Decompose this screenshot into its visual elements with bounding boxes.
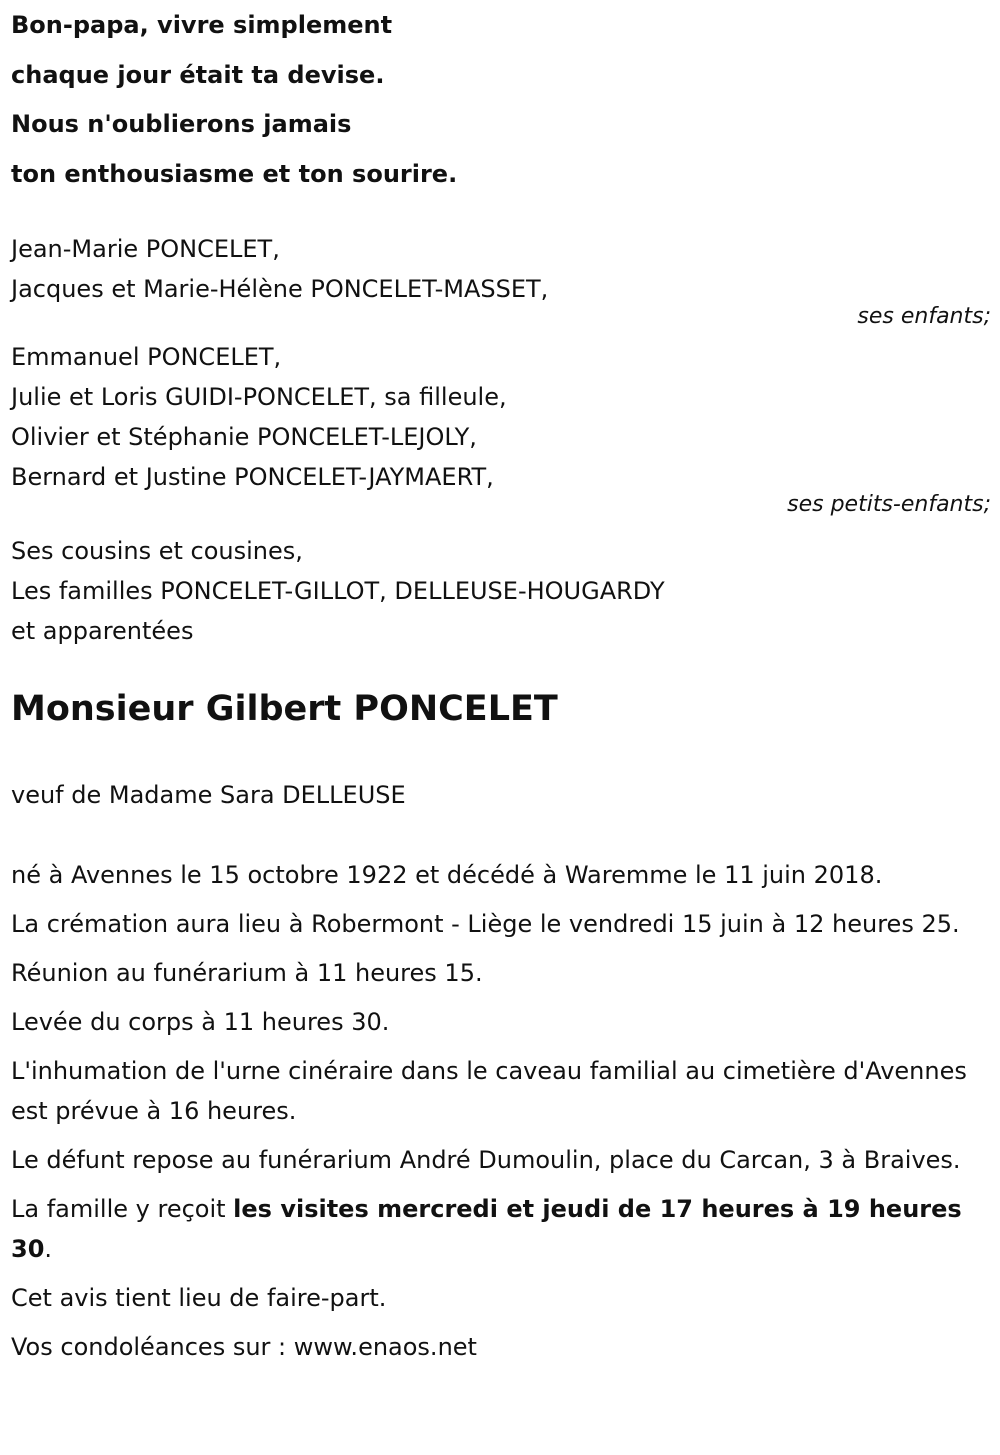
cremation-paragraph: La crémation aura lieu à Robermont - Liège le vendredi 15 juin à 12 heures 25. bbox=[11, 910, 960, 938]
other-relatives-line: Ses cousins et cousines, bbox=[11, 537, 303, 565]
meeting-paragraph: Réunion au funérarium à 11 heures 15. bbox=[11, 959, 483, 987]
child-name: Jean-Marie PONCELET, bbox=[11, 235, 280, 263]
epigraph-line: Bon-papa, vivre simplement bbox=[11, 11, 393, 39]
grandchildren-group bbox=[11, 337, 991, 517]
funeral-details bbox=[11, 855, 991, 1367]
grandchild-name: Emmanuel PONCELET, bbox=[11, 343, 282, 371]
visits-schedule: les visites mercredi et jeudi de 17 heures à 19 heures 30 bbox=[11, 1195, 962, 1263]
visits-paragraph bbox=[11, 1189, 991, 1269]
epigraph-line: ton enthousiasme et ton sourire. bbox=[11, 159, 458, 188]
other-relatives-line: Les familles PONCELET-GILLOT, DELLEUSE-HOUGARDY bbox=[11, 577, 665, 605]
epigraph-line: Nous n'oublierons jamais bbox=[11, 110, 352, 138]
deceased-name: Monsieur Gilbert PONCELET bbox=[11, 689, 558, 729]
child-name: Jacques et Marie-Hélène PONCELET-MASSET, bbox=[11, 275, 549, 303]
family-block bbox=[11, 229, 991, 651]
obituary-notice bbox=[11, 0, 991, 1376]
children-group bbox=[11, 229, 991, 329]
birth-death-paragraph: né à Avennes le 15 octobre 1922 et décédé à Waremme le 11 juin 2018. bbox=[11, 861, 883, 889]
grandchild-name: Olivier et Stéphanie PONCELET-LEJOLY, bbox=[11, 423, 477, 451]
notice-paragraph: Cet avis tient lieu de faire-part. bbox=[11, 1284, 387, 1312]
visits-prefix: La famille y reçoit bbox=[11, 1195, 234, 1223]
other-relatives-line: et apparentées bbox=[11, 617, 194, 645]
lifting-paragraph: Levée du corps à 11 heures 30. bbox=[11, 1008, 390, 1036]
other-relatives-group bbox=[11, 531, 991, 651]
grandchild-name: Bernard et Justine PONCELET-JAYMAERT, bbox=[11, 463, 494, 491]
visits-suffix: . bbox=[44, 1235, 53, 1263]
epigraph bbox=[11, 0, 991, 199]
grandchildren-relation-label: ses petits-enfants; bbox=[787, 492, 991, 517]
children-relation-label: ses enfants; bbox=[857, 304, 991, 329]
rests-paragraph: Le défunt repose au funérarium André Dumoulin, place du Carcan, 3 à Braives. bbox=[11, 1146, 961, 1174]
grandchild-name: Julie et Loris GUIDI-PONCELET, sa filleule, bbox=[11, 383, 507, 411]
burial-paragraph: L'inhumation de l'urne cinéraire dans le caveau familial au cimetière d'Avennes est prévue à 16 heures. bbox=[11, 1057, 967, 1125]
condolences-paragraph: Vos condoléances sur : www.enaos.net bbox=[11, 1333, 477, 1361]
epigraph-line: chaque jour était ta devise. bbox=[11, 60, 385, 89]
widower-of: veuf de Madame Sara DELLEUSE bbox=[11, 781, 406, 809]
